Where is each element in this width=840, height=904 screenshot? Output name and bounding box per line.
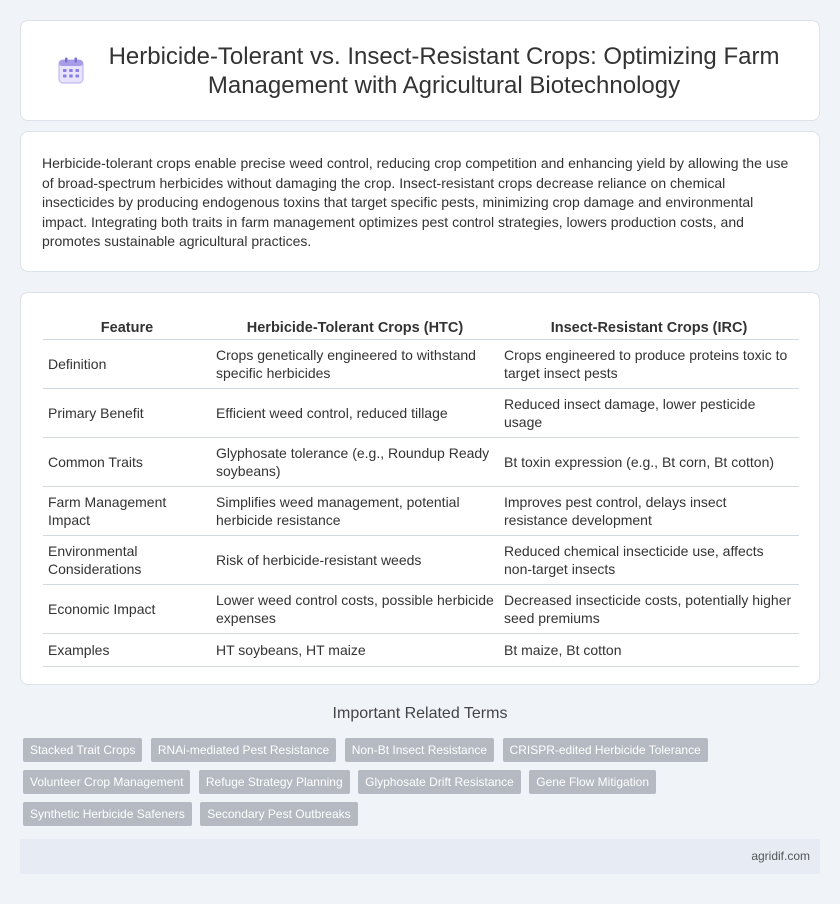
tag-crispr-herbicide-tolerance[interactable]: CRISPR-edited Herbicide Tolerance xyxy=(503,738,708,762)
row-irc: Crops engineered to produce proteins toxic to target insect pests xyxy=(499,339,799,388)
row-htc: Crops genetically engineered to withstand specific herbicides xyxy=(211,339,499,388)
related-terms-heading: Important Related Terms xyxy=(332,705,508,722)
row-htc: Risk of herbicide-resistant weeds xyxy=(211,535,499,584)
tag-synthetic-herbicide-safeners[interactable]: Synthetic Herbicide Safeners xyxy=(23,802,192,826)
table-row xyxy=(43,437,799,486)
row-feature: Definition xyxy=(43,339,211,388)
table-row xyxy=(43,584,799,633)
row-feature: Economic Impact xyxy=(43,584,211,633)
table-row xyxy=(43,535,799,584)
table-row xyxy=(43,486,799,535)
summary-text: Herbicide-tolerant crops enable precise weed control, reducing crop competition and enhancing yield by allowing the use of broad-spectrum herbicides without damaging the crop. Insect-resistant crops decrease reliance on chemical insecticides by producing endogenous toxins that target specific pests, minimizing crop damage and environmental impact. Integrating both traits in farm management optimizes pest control strategies, lowers production costs, and promotes sustainable agricultural practices. xyxy=(42,155,789,249)
row-htc: Glyphosate tolerance (e.g., Roundup Ready soybeans) xyxy=(211,437,499,486)
row-htc: Lower weed control costs, possible herbicide expenses xyxy=(211,584,499,633)
page-title: Herbicide-Tolerant vs. Insect-Resistant Crops: Optimizing Farm Management with Agricultural Biotechnology xyxy=(108,42,780,99)
row-irc: Improves pest control, delays insect resistance development xyxy=(499,486,799,535)
row-feature: Common Traits xyxy=(43,437,211,486)
row-irc: Reduced insect damage, lower pesticide usage xyxy=(499,388,799,437)
table-row xyxy=(43,633,799,666)
summary-card xyxy=(20,131,820,272)
header-htc: Herbicide-Tolerant Crops (HTC) xyxy=(211,311,499,339)
table-row xyxy=(43,388,799,437)
tag-glyphosate-drift-resistance[interactable]: Glyphosate Drift Resistance xyxy=(358,770,521,794)
comparison-table-card xyxy=(20,292,820,685)
footer xyxy=(20,839,820,874)
title-wrap xyxy=(32,42,808,100)
row-irc: Bt maize, Bt cotton xyxy=(499,633,799,666)
row-feature: Environmental Considerations xyxy=(43,535,211,584)
title-card xyxy=(20,20,820,121)
row-irc: Reduced chemical insecticide use, affects non-target insects xyxy=(499,535,799,584)
calendar-grid-icon xyxy=(56,56,86,86)
header-feature: Feature xyxy=(43,311,211,339)
row-htc: HT soybeans, HT maize xyxy=(211,633,499,666)
row-feature: Primary Benefit xyxy=(43,388,211,437)
table-header-row xyxy=(43,311,799,339)
row-htc: Simplifies weed management, potential herbicide resistance xyxy=(211,486,499,535)
table-row xyxy=(43,339,799,388)
related-terms-list xyxy=(23,738,823,834)
row-irc: Bt toxin expression (e.g., Bt corn, Bt cotton) xyxy=(499,437,799,486)
header-irc: Insect-Resistant Crops (IRC) xyxy=(499,311,799,339)
tag-refuge-strategy-planning[interactable]: Refuge Strategy Planning xyxy=(199,770,350,794)
tag-rnai-pest-resistance[interactable]: RNAi-mediated Pest Resistance xyxy=(151,738,336,762)
tag-non-bt-insect-resistance[interactable]: Non-Bt Insect Resistance xyxy=(345,738,494,762)
tag-gene-flow-mitigation[interactable]: Gene Flow Mitigation xyxy=(529,770,656,794)
footer-site-link[interactable]: agridif.com xyxy=(751,849,810,863)
row-feature: Examples xyxy=(43,633,211,666)
tag-stacked-trait-crops[interactable]: Stacked Trait Crops xyxy=(23,738,142,762)
row-feature: Farm Management Impact xyxy=(43,486,211,535)
tag-volunteer-crop-management[interactable]: Volunteer Crop Management xyxy=(23,770,190,794)
row-htc: Efficient weed control, reduced tillage xyxy=(211,388,499,437)
tag-secondary-pest-outbreaks[interactable]: Secondary Pest Outbreaks xyxy=(200,802,357,826)
comparison-table xyxy=(43,311,799,667)
row-irc: Decreased insecticide costs, potentially higher seed premiums xyxy=(499,584,799,633)
